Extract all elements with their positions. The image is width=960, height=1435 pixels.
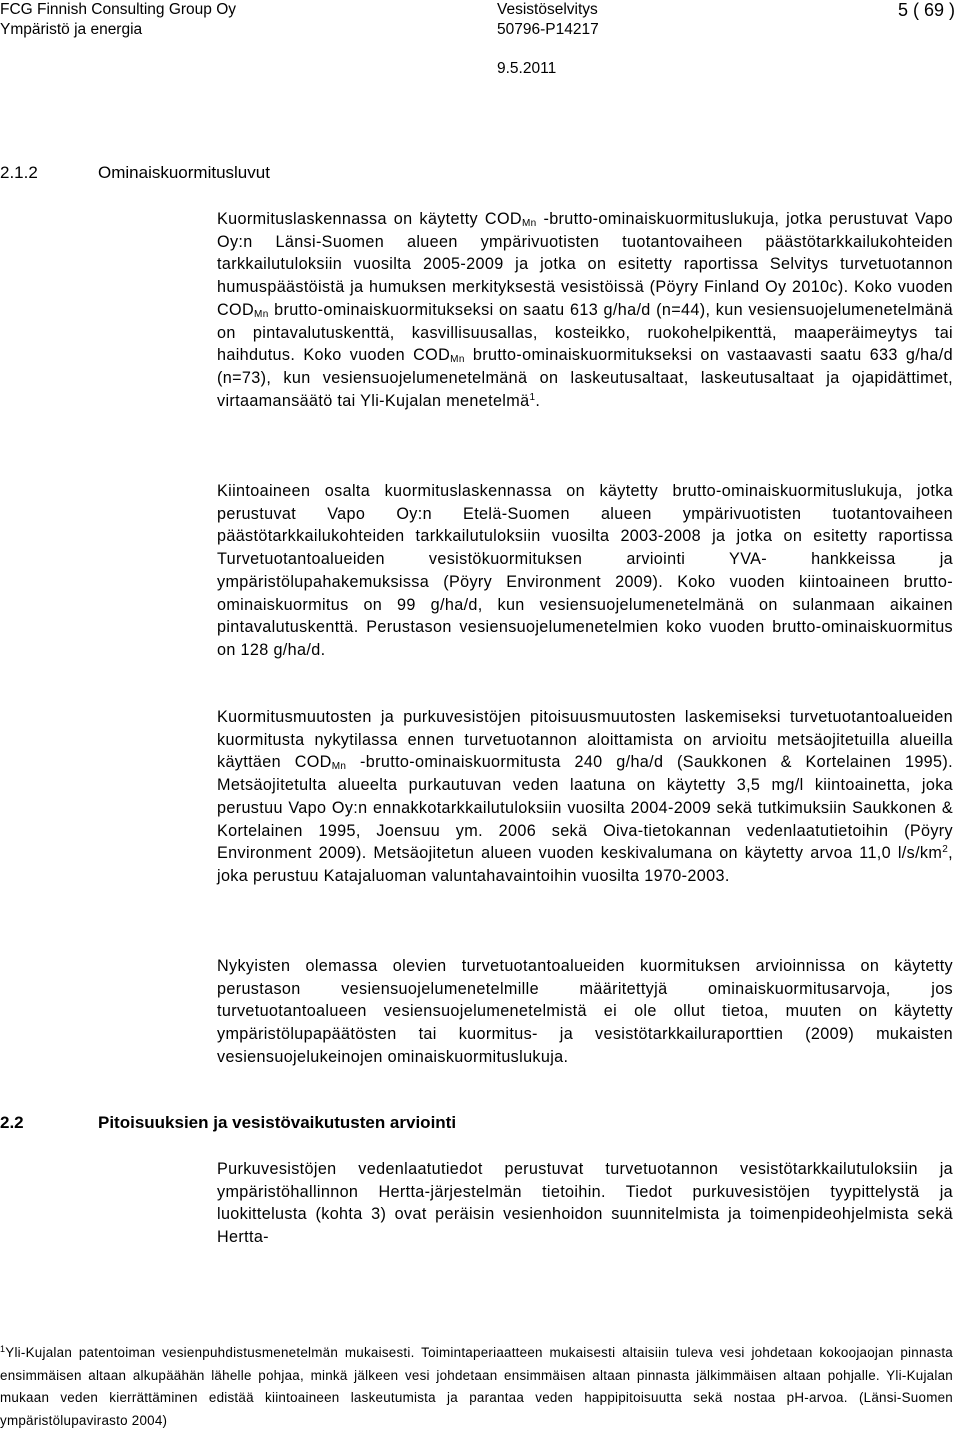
- page-number: 5 ( 69 ): [897, 0, 955, 20]
- document-date: 9.5.2011: [497, 60, 557, 77]
- footnote-text: Yli-Kujalan patentoiman vesienpuhdistusmenetelmän mukaisesti. Toimintaperiaatteen mukaisesti altaisiin tuleva vesi johdetaan kokoojaojan pinnasta ensimmäisen altaan alkupäähän lähelle pohjaa, minkä jälkeen vesi johdetaan ensimmäisen altaan pinnasta jälkimmäisen altaan pohjalle. Yli-Kujalan mukaan veden kierrättäminen edistää kiintoaineen laskeutumista ja parantaa veden happipitoisuutta sekä nostaa pH-arvoa. (Länsi-Suomen ympäristölupavirasto 2004): [0, 1345, 953, 1429]
- header-document: [497, 0, 599, 40]
- paragraph-water-quality-data: Purkuvesistöjen vedenlaatutiedot perustuvat turvetuotannon vesistötarkkailutuloksiin ja ympäristöhallinnon Hertta-järjestelmän tietoihin. Tiedot purkuvesistöjen tyypittelystä ja luokittelusta (kohta 3) ovat peräisin vesienhoidon suunnitelmista ja toimenpideohjelmista sekä Hertta-: [217, 1160, 953, 1247]
- document-code: 50796-P14217: [497, 21, 599, 38]
- document-title: Vesistöselvitys: [497, 1, 598, 18]
- paragraph-cod-loads: Kuormituslaskennassa on käytetty $COD_{Mn}$ -brutto-ominaiskuormituslukuja, jotka perustuvat Vapo Oy:n Länsi-Suomen alueen ympärivuotisten tuotantovaiheen päästötarkkailukohteiden tarkkailutuloksiin vuosilta 2005-2009 ja jotka on esitetty raportissa Selvitys turvetuotannon humuspäästöistä ja humuksen merkityksestä vesistöissä (Pöyry Finland Oy 2010c). Koko vuoden $COD_{Mn}$ brutto-ominaiskuormitukseksi on saatu 613 g/ha/d (n=44), kun vesiensuojelumenetelmänä on pintavalutuskenttä, kasvillisuusallas, kosteikko, ruokohelpikenttä, maaperäimeytys tai haihdutus. Koko vuoden $COD_{Mn}$ brutto-ominaiskuormitukseksi on vastaavasti saatu 633 g/ha/d (n=73), kun vesiensuojelumenetelmänä on laskeutusaltaat, laskeutusaltaat ja ojapidättimet, virtaamansäätö tai Yli-Kujalan menetelmä$^1$.: [217, 210, 954, 410]
- company-division: Ympäristö ja energia: [0, 21, 143, 38]
- section-title: Ominaiskuormitusluvut: [98, 163, 270, 182]
- section-heading-2-1-2: [0, 163, 270, 183]
- section-title: Pitoisuuksien ja vesistövaikutusten arviointi: [98, 1113, 457, 1132]
- footnote-ref: 1: [529, 391, 536, 403]
- footnote-marker: 1: [0, 1344, 6, 1354]
- section-heading-2-2: [0, 1113, 456, 1133]
- header-company: [0, 0, 236, 40]
- company-name: FCG Finnish Consulting Group Oy: [0, 1, 237, 18]
- paragraph-load-changes: Kuormitusmuutosten ja purkuvesistöjen pitoisuusmuutosten laskemiseksi turvetuotantoalueiden kuormitusta nykytilassa ennen turvetuotannon aloittamista on arvioitu metsäojitetuilla alueilla käyttäen $COD_{Mn}$ -brutto-ominaiskuormitusta 240 g/ha/d (Saukkonen & Kortelainen 1995). Metsäojitetulta alueelta purkautuvan veden laatuna on käytetty 3,5 mg/l kiintoainetta, joka perustuu Vapo Oy:n ennakkotarkkailutuloksiin vuosilta 2004-2009 sekä tutkimuksiin Saukkonen & Kortelainen 1995, Joensuu ym. 2006 sekä Oiva-tietokannan vedenlaatutietoihin (Pöyry Environment 2009). Metsäojitetun alueen vuoden keskivalumana on käytetty arvoa 11,0 $l/s/km^2$, joka perustuu Katajaluoman valuntahavaintoihin vuosilta 1970-2003.: [217, 708, 953, 885]
- section-number: 2.1.2: [0, 163, 38, 182]
- paragraph-existing-areas: Nykyisten olemassa olevien turvetuotantoalueiden kuormituksen arvioinnissa on käytetty perustason vesiensuojelumenetelmille määritettyjä ominaiskuormitusarvoja, jos turvetuotantoalueen vesiensuojelumenetelmistä ei ole ollut tietoa, muuten on käytetty ympäristölupapäätösten tai kuormitus- ja vesistötarkkailuraporttien (2009) mukaisten vesiensuojelukeinojen ominaiskuormituslukuja.: [217, 957, 953, 1066]
- section-number: 2.2: [0, 1113, 24, 1132]
- footnote: [0, 1342, 953, 1433]
- paragraph-suspended-solids: Kiintoaineen osalta kuormituslaskennassa on käytetty brutto-ominaiskuormituslukuja, jotka perustuvat Vapo Oy:n Etelä-Suomen alueen ympärivuotisten tuotantovaiheen päästötarkkailukohteiden tarkkailutuloksiin vuosilta 2003-2008 ja jotka on esitetty raportissa Turvetuotantoalueiden vesistökuormituksen arviointi YVA- hankkeissa ja ympäristölupahakemuksissa (Pöyry Environment 2009). Koko vuoden kiintoaineen brutto-ominaiskuormitus on 99 g/ha/d, kun vesiensuojelumenetelmänä on sulanmaan aikainen pintavalutuskenttä. Perustason vesiensuojelumenetelmien koko vuoden brutto-ominaiskuormitus on 128 g/ha/d.: [217, 482, 953, 659]
